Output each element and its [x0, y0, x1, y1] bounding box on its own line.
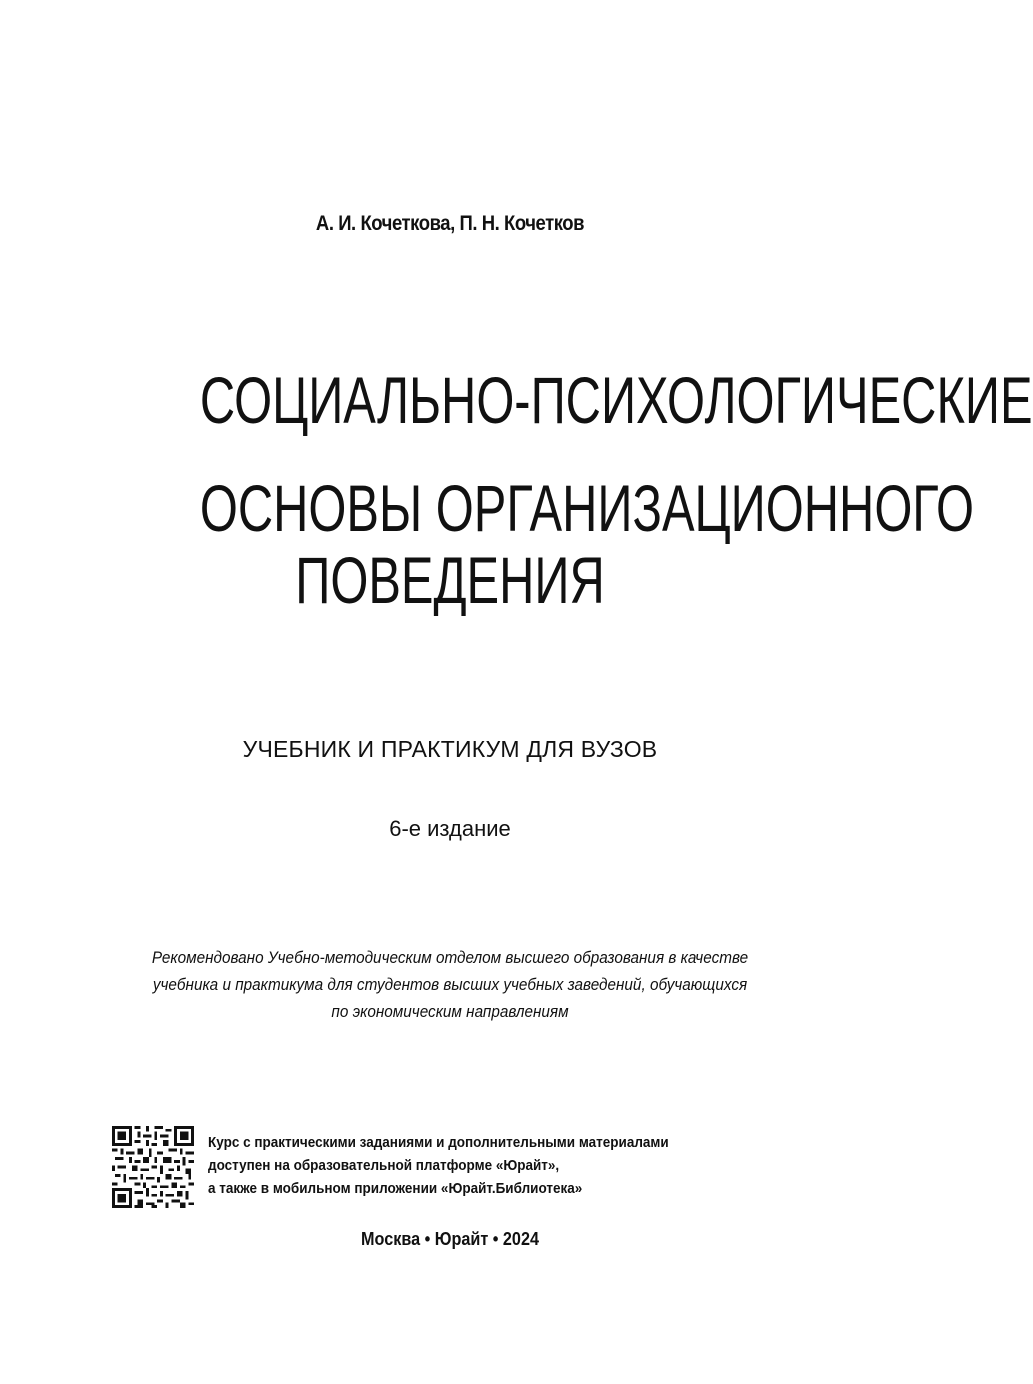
- course-note-line-2: доступен на образовательной платформе «Юрайт»,: [208, 1157, 560, 1174]
- title-line-1: СОЦИАЛЬНО-ПСИХОЛОГИЧЕСКИЕ: [199, 363, 1033, 437]
- edition: 6-е издание: [389, 816, 511, 841]
- course-note: [208, 1131, 712, 1200]
- book-subtitle: УЧЕБНИК И ПРАКТИКУМ ДЛЯ ВУЗОВ: [242, 736, 658, 762]
- publisher-imprint: Москва • Юрайт • 2024: [361, 1229, 539, 1249]
- course-note-line-1: Курс с практическими заданиями и дополнительными материалами: [208, 1134, 669, 1151]
- recommendation-line-1: Рекомендовано Учебно-методическим отделом высшего образования в качестве: [151, 948, 749, 967]
- recommendation-note: [135, 944, 765, 1025]
- qr-code-icon: [112, 1126, 194, 1208]
- book-title: [112, 360, 1033, 630]
- title-line-2: ОСНОВЫ ОРГАНИЗАЦИОННОГО: [199, 471, 975, 545]
- course-note-line-3: а также в мобильном приложении «Юрайт.Библиотека»: [208, 1180, 583, 1197]
- authors: А. И. Кочеткова, П. Н. Кочетков: [315, 212, 585, 235]
- recommendation-line-2: учебника и практикума для студентов высших учебных заведений, обучающихся: [152, 975, 748, 994]
- title-line-3: ПОВЕДЕНИЯ: [295, 543, 605, 617]
- recommendation-line-3: по экономическим направлениям: [331, 1002, 569, 1021]
